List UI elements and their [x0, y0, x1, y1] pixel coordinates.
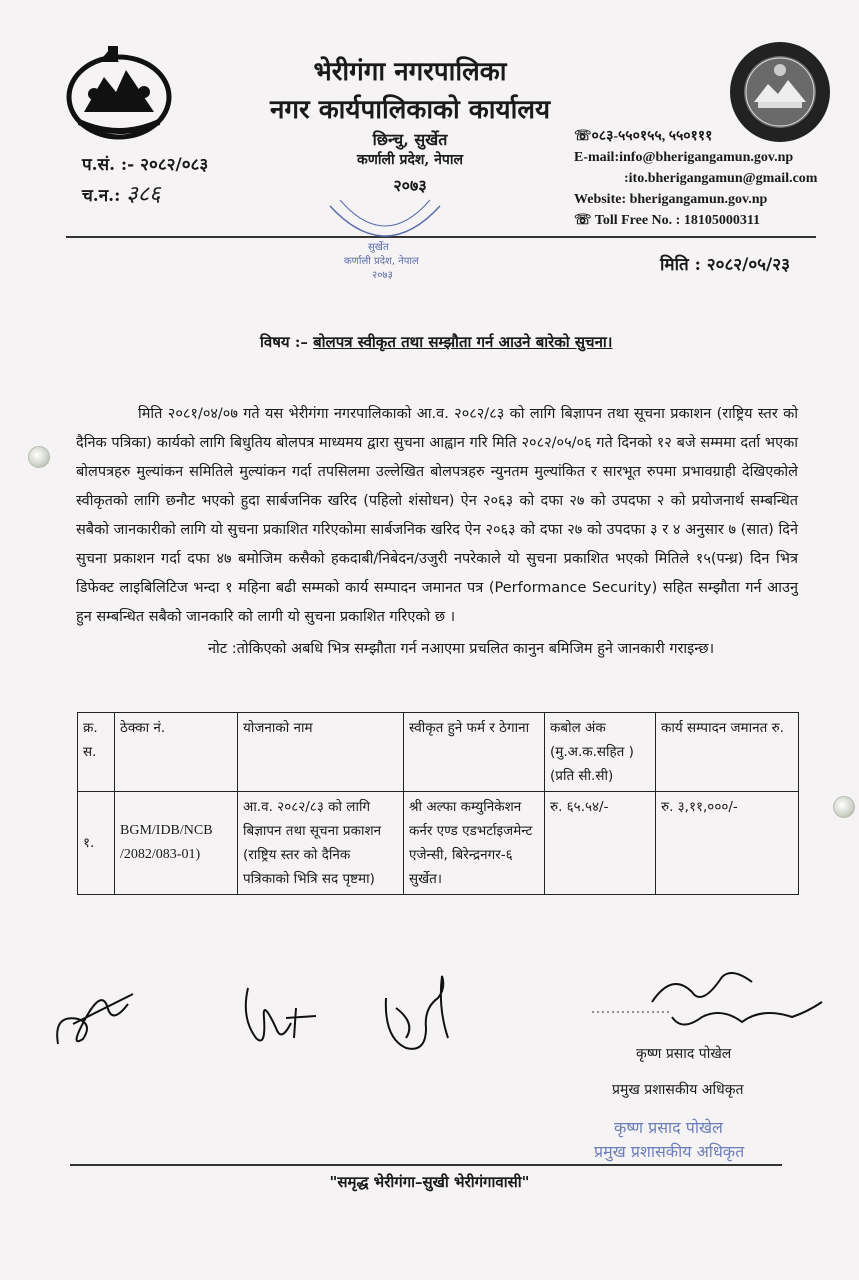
tollfree-label: Toll Free No. :: [594, 213, 681, 228]
signatory-title: प्रमुख प्रशासकीय अधिकृत: [612, 1082, 744, 1098]
email-label: E-mail:: [574, 150, 620, 165]
cell-contract: BGM/IDB/NCB /2082/083-01): [115, 792, 238, 895]
cell-project: आ.व. २०८२/८३ को लागि बिज्ञापन तथा सूचना प्रकाशन (राष्ट्रिय स्तर को दैनिक पत्रिकाको भित्रि सद पृष्टमा): [238, 792, 404, 895]
subject-line: [260, 332, 612, 352]
office-stamp: [320, 186, 450, 286]
phone-icon: ☏: [574, 129, 592, 144]
municipality-name: भेरीगंगा नगरपालिका: [313, 57, 507, 87]
phone-number: ०८३-५५०१५५, ५५०१११: [591, 129, 713, 144]
signature-3: [376, 968, 466, 1058]
nepal-emblem-logo: [64, 42, 174, 142]
punch-hole: [28, 446, 50, 468]
notice-paragraph: मिति २०८१/०४/०७ गते यस भेरीगंगा नगरपालिकाको आ.व. २०८२/८३ को लागि बिज्ञापन तथा सूचना प्रकाशन (राष्ट्रिय स्तर को दैनिक पत्रिका) कार्यको लागि बिधुतिय बोलपत्र माध्यमय द्वारा सुचना आह्वान गरि मिति २०८२/०५/०६ गते दिनको १२ बजे सम्ममा दर्ता भएका बोलपत्रहरु मुल्यांकन समितिले मुल्यांकन गर्दा तपसिलमा उल्लेखित बोलपत्रहरु न्युनतम मुल्यांकित र सारभूत रुपमा प्रभावग्राही देखिएकोले स्वीकृतको लागि छनौट भएको हुदा सार्बजनिक खरिद (पहिलो शंसोधन) ऐन २०६३ को दफा २७ को उपदफा २ को प्रयोजनार्थ सम्बन्धित सबैको जानकारीको लागि यो सुचना प्रकाशित गरिएकोमा सार्बजनिक खरिद ऐन २०६३ को दफा २७ को उपदफा ३ र ४ अनुसार ७ (सात) दिने सुचना प्रकाशन गर्दा दफा ४७ बमोजिम कसैको हकदाबी/निबेदन/उजुरी नपरेकाले यो सुचना प्रकाशित भएको मितिले १५(पन्ध्र) दिन भित्र डिफेक्ट लाइबिलिटिज भन्दा १ महिना बढी सम्मको कार्य सम्पादन जमानत पत्र (Performance Security) सहित सम्झौता गर्न आउनु हुन सम्बन्धित सबैको जानकारि को लागी यो सुचना प्रकाशित गरिएको छ ।: [76, 406, 798, 625]
bid-table: [77, 712, 799, 895]
fiscal-year: प.सं. :- २०८२/०८३: [82, 155, 209, 175]
office-name: नगर कार्यपालिकाको कार्यालय: [269, 95, 551, 125]
stamp-signatory-name: कृष्ण प्रसाद पोखेल: [614, 1118, 723, 1137]
signature-4: [592, 962, 832, 1042]
email-secondary: :ito.bherigangamun@gmail.com: [624, 171, 818, 186]
subject-label: विषय :–: [260, 333, 308, 351]
svg-text:सुर्खेत: सुर्खेत: [368, 242, 389, 253]
table-header-row: [78, 713, 799, 792]
col-sn: क्र. स.: [78, 713, 115, 792]
subject-text: बोलपत्र स्वीकृत तथा सम्झौता गर्न आउने बारेको सुचना।: [313, 333, 613, 351]
cell-firm: श्री अल्फा कम्युनिकेशन कर्नर एण्ड एडभर्टाइजमेन्ट एजेन्सी, बिरेन्द्रनगर-६ सुर्खेत।: [404, 792, 545, 895]
signature-2: [236, 978, 326, 1058]
signature-1: [48, 984, 138, 1054]
stamp-signatory-title: प्रमुख प्रशासकीय अधिकृत: [594, 1142, 745, 1161]
cell-sn: १.: [78, 792, 115, 895]
address-line2: कर्णाली प्रदेश, नेपाल: [357, 152, 463, 168]
dispatch-label: च.न.:: [82, 186, 121, 206]
email-primary: info@bherigangamun.gov.np: [619, 150, 794, 165]
website-label: Website:: [574, 192, 627, 207]
col-project: योजनाको नाम: [238, 713, 404, 792]
tollfree-number: 18105000311: [683, 213, 761, 228]
punch-hole: [833, 796, 855, 818]
dispatch-number: [82, 178, 161, 208]
cell-bid: रु. ६५.५४/-: [545, 792, 656, 895]
col-firm: स्वीकृत हुने फर्म र ठेगाना: [404, 713, 545, 792]
established-year: २०७३: [393, 176, 427, 195]
phone-icon: ☏: [574, 213, 592, 228]
col-guarantee: कार्य सम्पादन जमानत रु.: [656, 713, 799, 792]
website: bherigangamun.gov.np: [629, 192, 768, 207]
address-line1: छिन्चु, सुर्खेत: [372, 130, 448, 149]
cell-guarantee: रु. ३,११,०००/-: [656, 792, 799, 895]
footer-rule: [70, 1164, 782, 1166]
footer-slogan: "समृद्ध भेरीगंगा–सुखी भेरीगंगावासी": [329, 1173, 530, 1191]
contact-block: [574, 126, 817, 231]
svg-text:२०७३: २०७३: [372, 270, 393, 281]
svg-text:कर्णाली प्रदेश, नेपाल: कर्णाली प्रदेश, नेपाल: [344, 256, 419, 267]
col-contract: ठेक्का नं.: [115, 713, 238, 792]
letter-date: मिति : २०८२/०५/२३: [660, 255, 790, 275]
table-row: [78, 792, 799, 895]
signatory-name: कृष्ण प्रसाद पोखेल: [636, 1046, 732, 1062]
notice-body: [76, 400, 798, 632]
col-bid: कबोल अंक (मु.अ.क.सहित ) (प्रति सी.सी): [545, 713, 656, 792]
notice-note: नोट :तोकिएको अबधि भित्र सम्झौता गर्न नआएमा प्रचलित कानुन बमिजिम हुने जानकारी गराइन्छ।: [208, 641, 715, 657]
dispatch-value: ३८६: [126, 182, 161, 207]
